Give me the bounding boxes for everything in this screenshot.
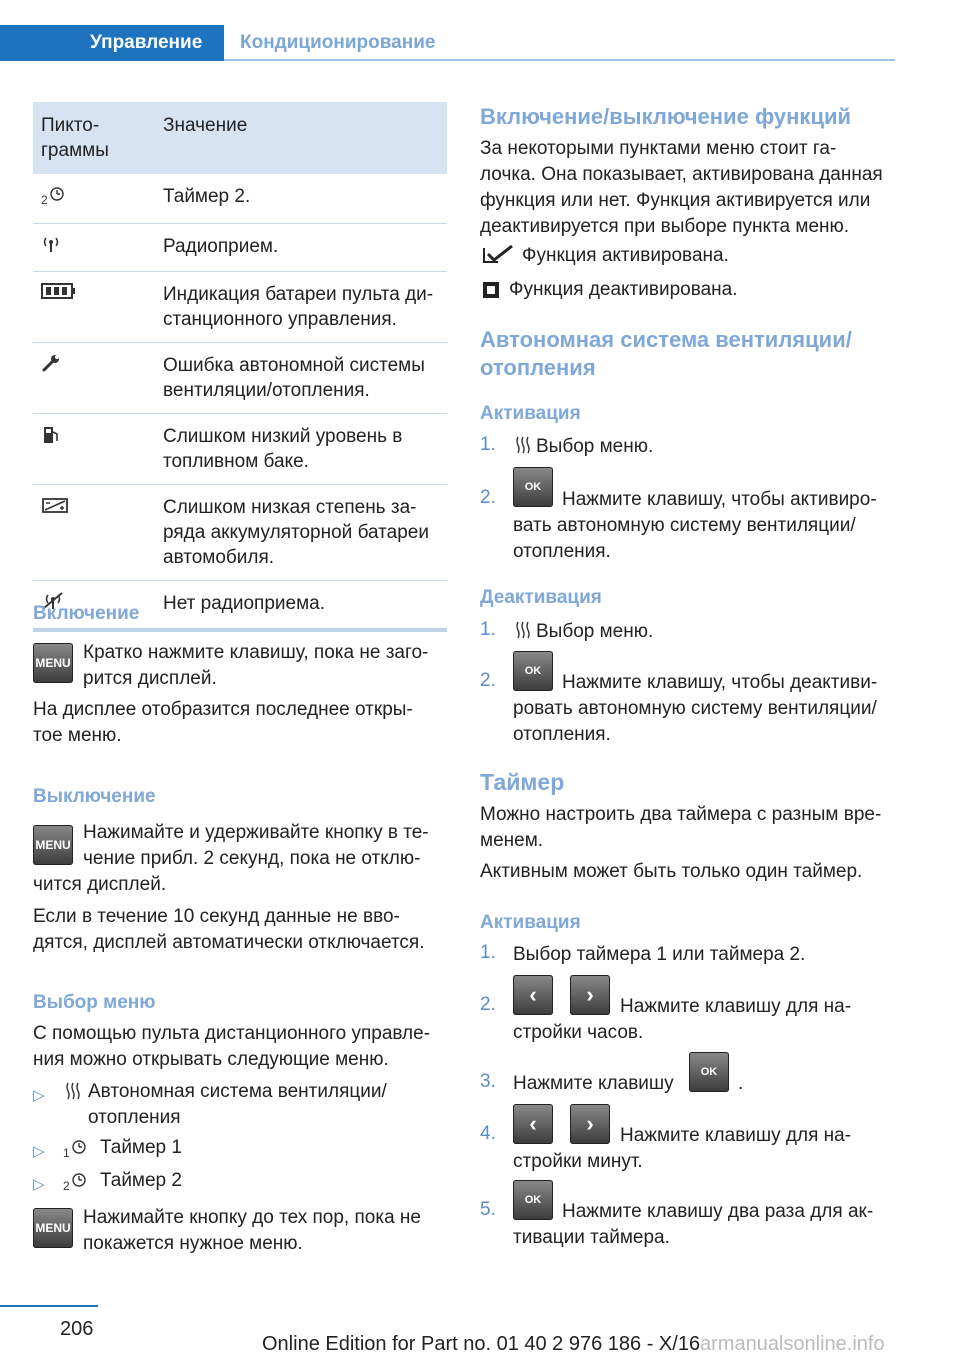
timer-digit-label: 2 (41, 193, 48, 206)
switch-off-text2: Если в течение 10 секунд данные не вво- дятся, дисплей автоматически отключается. (33, 906, 425, 953)
step-number: 1. (480, 619, 496, 640)
activation-step-1: Выбор меню. (536, 436, 654, 457)
table-cell-text: Индикация батареи пульта ди- станционного управления. (155, 272, 447, 343)
timer-text2: Активным может быть только один таймер. (480, 861, 863, 882)
pictogram-table (33, 102, 447, 632)
menu-key-icon: MENU (33, 825, 73, 865)
table-row (33, 485, 447, 581)
table-cell-text: Ошибка автономной системы вентиляции/отопления. (155, 343, 447, 414)
function-on-text: Функция активирована. (522, 245, 729, 266)
table-header-meaning: Значение (163, 115, 248, 136)
activation-step-2: Нажмите клавишу, чтобы активиро- вать автономную систему вентиляции/ отопления. (513, 489, 877, 562)
right-arrow-key-icon: › (570, 975, 610, 1015)
ok-key-icon: OK (689, 1052, 729, 1092)
step-number: 5. (480, 1199, 496, 1220)
menu-item-ventilation: Автономная система вентиляции/ отопления (88, 1081, 387, 1128)
edition-text: Online Edition for Part no. 01 40 2 976 186 - X/16 (262, 1333, 701, 1355)
functions-text: За некоторыми пунктами меню стоит га- лочка. Она показывает, активирована данная функция или нет. Функция активируется или деактивируется при выборе пункта меню. (480, 138, 883, 237)
ventilation-icon (65, 1081, 81, 1106)
left-column (33, 102, 447, 632)
checkmark-icon (482, 244, 514, 269)
table-header-pictograms: Пикто- граммы (41, 115, 109, 161)
header-rule (224, 59, 895, 61)
timer-step-5: Нажмите клавишу два раза для ак- тивации таймера. (513, 1201, 874, 1248)
radio-reception-icon (33, 224, 155, 272)
table-header-row (33, 102, 447, 174)
timer-text: Можно настроить два таймера с разным вре- менем. (480, 804, 882, 851)
heading-switch-on: Включение (33, 603, 140, 624)
switch-on-text2: На дисплее отобразится последнее откры- тое меню. (33, 699, 413, 746)
page-number: 206 (60, 1318, 94, 1340)
ok-key-icon: OK (513, 1180, 553, 1220)
bullet-triangle-icon: ▷ (33, 1176, 45, 1193)
battery-warning-icon (33, 485, 155, 581)
table-cell-text: Таймер 2. (155, 174, 447, 224)
step-number: 2. (480, 670, 496, 691)
ventilation-icon (515, 435, 531, 460)
table-cell-text: Нет радиоприема. (155, 581, 447, 631)
ok-key-icon: OK (513, 467, 553, 507)
timer-step-1: Выбор таймера 1 или таймера 2. (513, 944, 806, 965)
watermark: armanualsonline.info (700, 1333, 885, 1355)
heading-aux-heater: Автономная система вентиляции/ отопления (480, 327, 852, 380)
timer-step-3: Нажмите клавишу (513, 1073, 674, 1094)
table-row (33, 174, 447, 224)
step-number: 2. (480, 487, 496, 508)
table-row (33, 224, 447, 272)
timer-digit-label: 1 (63, 1146, 70, 1159)
menu-key-icon: MENU (33, 643, 73, 683)
right-arrow-key-icon: › (570, 1104, 610, 1144)
heading-switch-off: Выключение (33, 786, 156, 807)
heading-timer: Таймер (480, 769, 565, 795)
table-row (33, 414, 447, 485)
switch-on-text: Кратко нажмите клавишу, пока не заго- рится дисплей. (83, 642, 429, 689)
timer-2-icon (33, 174, 155, 224)
step-number: 1. (480, 434, 496, 455)
wrench-icon (33, 343, 155, 414)
deactivation-step-2: Нажмите клавишу, чтобы деактиви- ровать автономную систему вентиляции/ отопления. (513, 672, 878, 745)
heading-deactivation: Деактивация (480, 587, 602, 608)
table-cell-text: Слишком низкий уровень в топливном баке. (155, 414, 447, 485)
subsection-tab: Кондиционирование (240, 32, 436, 53)
left-arrow-key-icon: ‹ (513, 1104, 553, 1144)
ventilation-icon (515, 620, 531, 645)
battery-icon (33, 272, 155, 343)
timer-step-3-end: . (738, 1073, 744, 1094)
step-number: 3. (480, 1071, 496, 1092)
step-number: 2. (480, 994, 496, 1015)
empty-box-icon (482, 281, 500, 304)
heading-timer-activation: Активация (480, 912, 581, 933)
heading-activation: Активация (480, 403, 581, 424)
menu-select-text: С помощью пульта дистанционного управле- ния можно открывать следующие меню. (33, 1023, 431, 1070)
function-off-text: Функция деактивирована. (509, 279, 738, 300)
section-tab: Управление (0, 25, 224, 61)
table-cell-text: Радиоприем. (155, 224, 447, 272)
fuel-pump-icon (33, 414, 155, 485)
switch-off-text: Нажимайте и удерживайте кнопку в те- чение прибл. 2 секунд, пока не отклю- (83, 822, 429, 869)
menu-key-icon: MENU (33, 1208, 73, 1248)
footer-rule (0, 1305, 98, 1307)
menu-item-timer-2: Таймер 2 (100, 1170, 182, 1191)
timer-step-4: Нажмите клавишу для на- стройки минут. (513, 1125, 852, 1172)
timer-2-icon (63, 1170, 93, 1197)
bullet-triangle-icon: ▷ (33, 1087, 45, 1104)
timer-1-icon (63, 1137, 93, 1164)
menu-after-text: Нажимайте кнопку до тех пор, пока не покажется нужное меню. (83, 1207, 421, 1254)
heading-menu-select: Выбор меню (33, 992, 156, 1013)
step-number: 4. (480, 1123, 496, 1144)
ok-key-icon: OK (513, 651, 553, 691)
table-row (33, 272, 447, 343)
timer-digit-label: 2 (63, 1179, 70, 1192)
deactivation-step-1: Выбор меню. (536, 621, 654, 642)
table-row (33, 343, 447, 414)
switch-off-text-cont: чится дисплей. (33, 874, 167, 895)
menu-item-timer-1: Таймер 1 (100, 1137, 182, 1158)
left-arrow-key-icon: ‹ (513, 975, 553, 1015)
step-number: 1. (480, 942, 496, 963)
page-header (0, 25, 895, 63)
bullet-triangle-icon: ▷ (33, 1143, 45, 1160)
table-cell-text: Слишком низкая степень за- ряда аккумуляторной батареи автомобиля. (155, 485, 447, 581)
heading-functions: Включение/выключение функций (480, 104, 852, 129)
timer-step-2: Нажмите клавишу для на- стройки часов. (513, 996, 852, 1043)
